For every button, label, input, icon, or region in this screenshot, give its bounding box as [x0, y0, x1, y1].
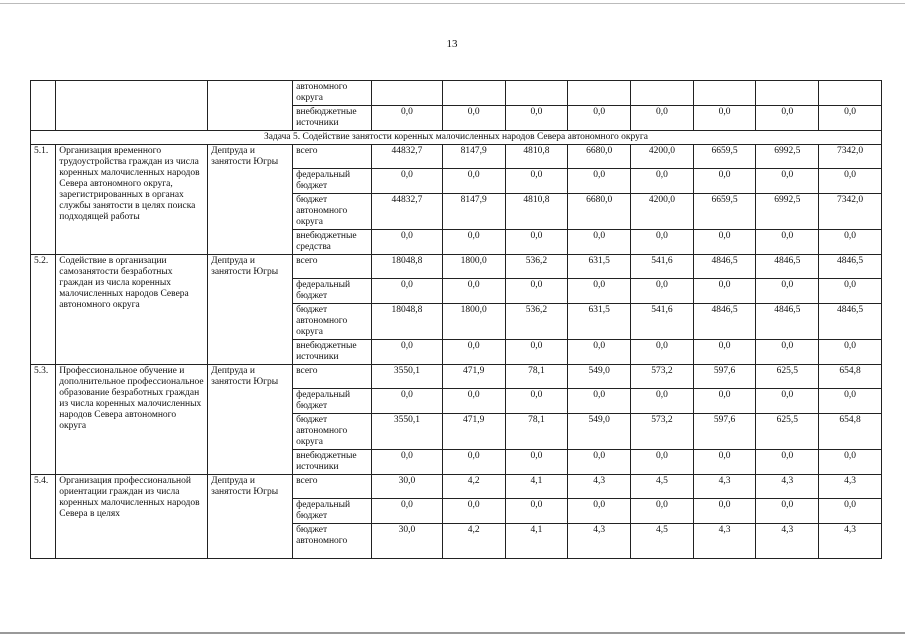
value-cell: 0,0 — [756, 106, 819, 131]
value-cell: 30,0 — [371, 475, 442, 499]
value-cell: 0,0 — [371, 279, 442, 304]
value-cell: 0,0 — [442, 340, 505, 365]
value-cell: 18048,8 — [371, 304, 442, 340]
value-cell: 6992,5 — [756, 194, 819, 230]
funding-source-cell: автономного округа — [293, 81, 372, 106]
value-cell: 4810,8 — [505, 194, 568, 230]
value-cell: 4,5 — [631, 475, 694, 499]
funding-source: внебюджетные источники — [293, 450, 372, 475]
value-cell: 4810,8 — [505, 145, 568, 169]
value-cell: 0,0 — [505, 169, 568, 194]
value-cell: 0,0 — [693, 340, 756, 365]
value-cell: 1800,0 — [442, 255, 505, 279]
value-cell: 0,0 — [631, 230, 694, 255]
funding-source: федеральный бюджет — [293, 499, 372, 524]
value-cell: 4,3 — [693, 475, 756, 499]
value-cell: 625,5 — [756, 414, 819, 450]
value-cell: 4,1 — [505, 475, 568, 499]
value-cell: 0,0 — [568, 106, 631, 131]
executor: Депtруда и занятости Югры — [208, 365, 293, 475]
value-cell: 0,0 — [442, 279, 505, 304]
executor-cell — [208, 81, 293, 131]
item-name: Профессиональное обучение и дополнительное профессиональное образование безработных граждан из числа коренных малочисленных народов Севера автономного округа — [56, 365, 208, 475]
value-cell — [631, 81, 694, 106]
value-cell: 0,0 — [756, 389, 819, 414]
value-cell: 4,3 — [756, 524, 819, 559]
task-title: Задача 5. Содействие занятости коренных малочисленных народов Севера автономного округа — [31, 131, 882, 145]
executor: Депtруда и занятости Югры — [208, 145, 293, 255]
table-row — [31, 81, 882, 106]
value-cell: 18048,8 — [371, 255, 442, 279]
value-cell: 0,0 — [631, 499, 694, 524]
value-cell: 4846,5 — [756, 304, 819, 340]
table-row — [31, 365, 882, 389]
value-cell — [756, 81, 819, 106]
value-cell: 471,9 — [442, 365, 505, 389]
item-number: 5.3. — [31, 365, 56, 475]
value-cell: 3550,1 — [371, 365, 442, 389]
value-cell: 4846,5 — [693, 304, 756, 340]
funding-source: федеральный бюджет — [293, 389, 372, 414]
value-cell: 7342,0 — [819, 194, 882, 230]
value-cell: 0,0 — [371, 450, 442, 475]
value-cell: 631,5 — [568, 304, 631, 340]
value-cell: 4846,5 — [693, 255, 756, 279]
value-cell: 0,0 — [568, 340, 631, 365]
funding-source: внебюджетные источники — [293, 340, 372, 365]
value-cell: 0,0 — [819, 389, 882, 414]
value-cell: 0,0 — [371, 106, 442, 131]
item-name-cell — [56, 81, 208, 131]
value-cell: 6659,5 — [693, 194, 756, 230]
value-cell: 4,3 — [819, 524, 882, 559]
value-cell: 0,0 — [819, 106, 882, 131]
item-number-cell — [31, 81, 56, 131]
value-cell: 0,0 — [693, 389, 756, 414]
value-cell: 0,0 — [568, 499, 631, 524]
value-cell: 597,6 — [693, 414, 756, 450]
value-cell: 0,0 — [505, 340, 568, 365]
value-cell: 0,0 — [693, 499, 756, 524]
value-cell: 1800,0 — [442, 304, 505, 340]
scan-top-edge — [0, 3, 905, 4]
value-cell: 0,0 — [819, 340, 882, 365]
value-cell: 0,0 — [693, 230, 756, 255]
funding-source-cell: внебюджетные источники — [293, 106, 372, 131]
value-cell: 30,0 — [371, 524, 442, 559]
value-cell: 6680,0 — [568, 145, 631, 169]
value-cell: 6992,5 — [756, 145, 819, 169]
value-cell: 0,0 — [568, 279, 631, 304]
value-cell: 4,1 — [505, 524, 568, 559]
value-cell: 44832,7 — [371, 145, 442, 169]
value-cell: 0,0 — [442, 389, 505, 414]
value-cell: 0,0 — [631, 279, 694, 304]
value-cell: 0,0 — [756, 499, 819, 524]
funding-source: бюджет автономного округа — [293, 194, 372, 230]
funding-source: всего — [293, 255, 372, 279]
table-row — [31, 475, 882, 499]
value-cell: 0,0 — [756, 169, 819, 194]
funding-source: бюджет автономного округа — [293, 304, 372, 340]
item-number: 5.1. — [31, 145, 56, 255]
value-cell: 6659,5 — [693, 145, 756, 169]
value-cell: 549,0 — [568, 414, 631, 450]
value-cell: 4,2 — [442, 524, 505, 559]
value-cell: 6680,0 — [568, 194, 631, 230]
value-cell: 0,0 — [371, 230, 442, 255]
value-cell: 4,3 — [568, 475, 631, 499]
value-cell: 0,0 — [819, 169, 882, 194]
value-cell: 4,2 — [442, 475, 505, 499]
value-cell: 0,0 — [442, 450, 505, 475]
value-cell: 3550,1 — [371, 414, 442, 450]
value-cell: 549,0 — [568, 365, 631, 389]
value-cell: 0,0 — [631, 450, 694, 475]
value-cell: 0,0 — [505, 106, 568, 131]
value-cell: 0,0 — [631, 106, 694, 131]
value-cell: 0,0 — [756, 279, 819, 304]
funding-source: бюджет автономного округа — [293, 414, 372, 450]
value-cell: 0,0 — [819, 279, 882, 304]
value-cell: 8147,9 — [442, 194, 505, 230]
value-cell: 0,0 — [568, 450, 631, 475]
table-row — [31, 255, 882, 279]
value-cell: 4200,0 — [631, 194, 694, 230]
table-row — [31, 145, 882, 169]
value-cell: 0,0 — [505, 499, 568, 524]
value-cell: 7342,0 — [819, 145, 882, 169]
value-cell: 0,0 — [505, 279, 568, 304]
funding-source: всего — [293, 475, 372, 499]
value-cell — [568, 81, 631, 106]
value-cell: 0,0 — [371, 389, 442, 414]
value-cell: 4200,0 — [631, 145, 694, 169]
funding-source: всего — [293, 145, 372, 169]
value-cell — [442, 81, 505, 106]
value-cell: 573,2 — [631, 414, 694, 450]
funding-source: бюджет автономного — [293, 524, 372, 559]
value-cell: 541,6 — [631, 304, 694, 340]
task-row — [31, 131, 882, 145]
item-name: Содействие в организации самозанятости безработных граждан из числа коренных малочисленных народов Севера автономного округа — [56, 255, 208, 365]
value-cell: 4,3 — [756, 475, 819, 499]
value-cell: 0,0 — [631, 389, 694, 414]
value-cell: 0,0 — [442, 230, 505, 255]
value-cell: 0,0 — [631, 169, 694, 194]
funding-source: всего — [293, 365, 372, 389]
value-cell: 4846,5 — [819, 255, 882, 279]
value-cell: 631,5 — [568, 255, 631, 279]
value-cell: 0,0 — [631, 340, 694, 365]
funding-source: федеральный бюджет — [293, 279, 372, 304]
value-cell — [505, 81, 568, 106]
value-cell: 536,2 — [505, 304, 568, 340]
value-cell: 0,0 — [693, 279, 756, 304]
value-cell: 4846,5 — [756, 255, 819, 279]
item-name: Организация профессиональной ориентации граждан из числа коренных малочисленных народов Севера в целях — [56, 475, 208, 559]
value-cell: 4,3 — [568, 524, 631, 559]
value-cell: 0,0 — [442, 106, 505, 131]
value-cell: 0,0 — [819, 450, 882, 475]
value-cell: 0,0 — [693, 450, 756, 475]
value-cell: 0,0 — [819, 230, 882, 255]
funding-source: федеральный бюджет — [293, 169, 372, 194]
value-cell: 0,0 — [756, 340, 819, 365]
value-cell: 0,0 — [371, 169, 442, 194]
scan-bottom-edge — [0, 632, 905, 634]
value-cell: 0,0 — [693, 106, 756, 131]
value-cell: 541,6 — [631, 255, 694, 279]
value-cell: 0,0 — [505, 389, 568, 414]
value-cell: 536,2 — [505, 255, 568, 279]
value-cell — [819, 81, 882, 106]
value-cell: 0,0 — [442, 169, 505, 194]
item-name: Организация временного трудоустройства граждан из числа коренных малочисленных народов Севера автономного округа, зарегистрированных в органах службы занятости в целях поиска подходящей работы — [56, 145, 208, 255]
value-cell: 0,0 — [756, 230, 819, 255]
value-cell: 597,6 — [693, 365, 756, 389]
item-number: 5.4. — [31, 475, 56, 559]
value-cell: 654,8 — [819, 365, 882, 389]
item-number: 5.2. — [31, 255, 56, 365]
value-cell: 0,0 — [371, 499, 442, 524]
value-cell: 78,1 — [505, 365, 568, 389]
value-cell: 0,0 — [442, 499, 505, 524]
value-cell: 625,5 — [756, 365, 819, 389]
executor: Депtруда и занятости Югры — [208, 255, 293, 365]
value-cell: 4,3 — [819, 475, 882, 499]
value-cell: 8147,9 — [442, 145, 505, 169]
value-cell: 0,0 — [505, 230, 568, 255]
funding-source: внебюджетные средства — [293, 230, 372, 255]
value-cell: 0,0 — [756, 450, 819, 475]
value-cell: 4,3 — [693, 524, 756, 559]
value-cell: 654,8 — [819, 414, 882, 450]
value-cell: 0,0 — [505, 450, 568, 475]
table-body — [31, 81, 882, 559]
value-cell: 0,0 — [371, 340, 442, 365]
value-cell: 44832,7 — [371, 194, 442, 230]
value-cell: 4,5 — [631, 524, 694, 559]
value-cell: 0,0 — [693, 169, 756, 194]
value-cell: 0,0 — [568, 389, 631, 414]
value-cell: 471,9 — [442, 414, 505, 450]
executor: Депtруда и занятости Югры — [208, 475, 293, 559]
program-funding-table — [30, 80, 882, 559]
value-cell — [693, 81, 756, 106]
value-cell: 0,0 — [819, 499, 882, 524]
value-cell: 78,1 — [505, 414, 568, 450]
value-cell: 0,0 — [568, 169, 631, 194]
value-cell: 573,2 — [631, 365, 694, 389]
value-cell: 0,0 — [568, 230, 631, 255]
value-cell: 4846,5 — [819, 304, 882, 340]
page-number: 13 — [446, 38, 458, 50]
value-cell — [371, 81, 442, 106]
